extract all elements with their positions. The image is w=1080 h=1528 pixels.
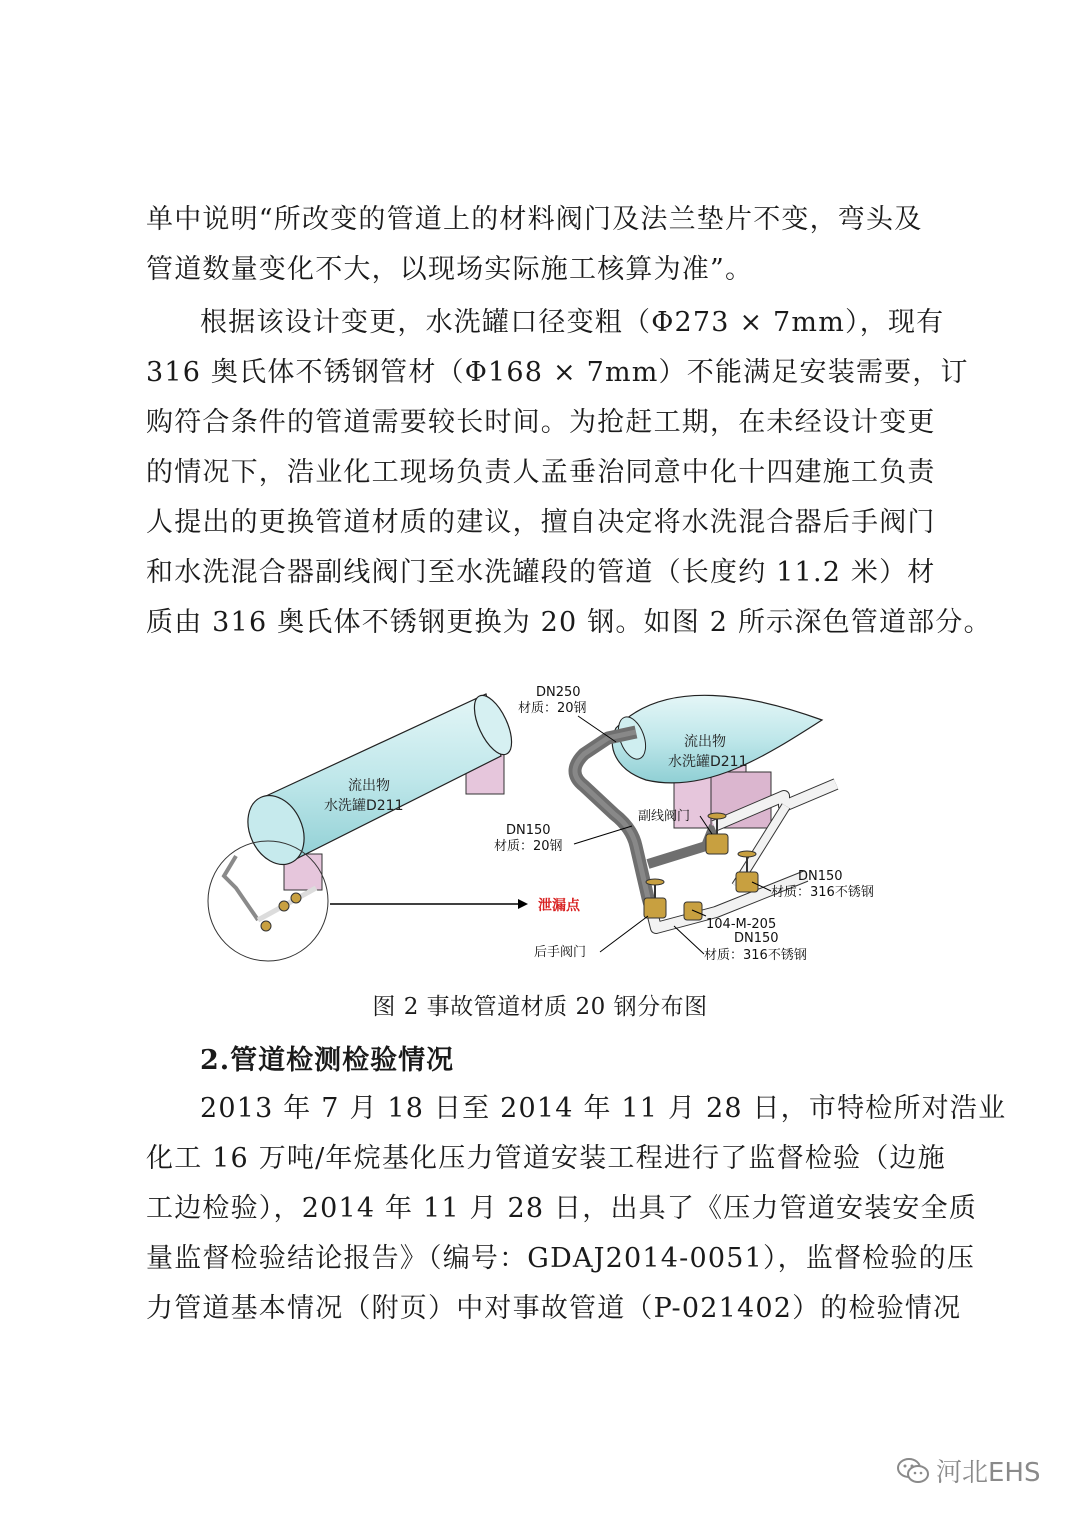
dn150-bottom-label: DN150 [734, 931, 779, 946]
text-line: 质由 316 奥氏体不锈钢更换为 20 钢。如图 2 所示深色管道部分。 [146, 607, 992, 638]
paragraph-continued [146, 195, 946, 295]
text-line: 的情况下，浩业化工现场负责人孟垂治同意中化十四建施工负责 [146, 457, 936, 488]
section-heading: 2.管道检测检验情况 [200, 1045, 455, 1076]
left-tank-label-2: 水洗罐D211 [324, 798, 404, 814]
paragraph-inspection [146, 1084, 1007, 1334]
watermark [896, 1452, 1040, 1489]
text-line: 管道数量变化不大，以现场实际施工核算为准”。 [146, 254, 754, 285]
bypass-valve-label: 副线阀门 [638, 809, 691, 824]
pipeline-diagram [196, 676, 896, 976]
rear-hand-valve-label: 后手阀门 [534, 945, 587, 960]
text-line: 人提出的更换管道材质的建议，擅自决定将水洗混合器后手阀门 [146, 507, 936, 538]
text-line: 量监督检验结论报告》（编号：GDAJ2014-0051），监督检验的压 [146, 1243, 976, 1274]
paragraph-design-change [146, 298, 992, 648]
text-line: 购符合条件的管道需要较长时间。为抢赶工期，在未经设计变更 [146, 407, 936, 438]
text-line: 力管道基本情况（附页）中对事故管道（P-021402）的检验情况 [146, 1293, 962, 1324]
left-tank-label-1: 流出物 [348, 778, 390, 794]
dn150-left-material-label: 材质：20钢 [494, 839, 563, 854]
line-number-label: 104-M-205 [706, 917, 777, 932]
watermark-text: 河北EHS [936, 1458, 1041, 1488]
leak-point-label: 泄漏点 [538, 898, 580, 914]
text-line: 316 奥氏体不锈钢管材（Φ168 × 7mm）不能满足安装需要，订 [146, 357, 969, 388]
pipeline-diagram-figure [196, 676, 896, 976]
dn150-right-material-label: 材质：316不锈钢 [771, 885, 874, 900]
dn150-right-label: DN150 [798, 869, 843, 884]
dn250-material-label: 材质：20钢 [518, 701, 587, 716]
dn150-left-label: DN150 [506, 823, 551, 838]
text-line: 单中说明“所改变的管道上的材料阀门及法兰垫片不变，弯头及 [146, 204, 923, 235]
left-tank [237, 690, 519, 890]
right-tank-label-2: 水洗罐D211 [668, 754, 748, 770]
dn250-label: DN250 [536, 685, 581, 700]
text-line: 2013 年 7 月 18 日至 2014 年 11 月 28 日，市特检所对浩业 [200, 1093, 1007, 1124]
wechat-icon [896, 1457, 930, 1485]
valve-icon [684, 902, 702, 920]
steel20-pipe-bypass [648, 826, 714, 864]
figure-caption: 图 2 事故管道材质 20 钢分布图 [372, 994, 708, 1020]
right-tank-label-1: 流出物 [684, 734, 726, 750]
dn150-bottom-material-label: 材质：316不锈钢 [704, 948, 807, 963]
text-line: 根据该设计变更，水洗罐口径变粗（Φ273 × 7mm），现有 [200, 307, 945, 338]
text-line: 和水洗混合器副线阀门至水洗罐段的管道（长度约 11.2 米）材 [146, 557, 936, 588]
text-line: 工边检验），2014 年 11 月 28 日，出具了《压力管道安装安全质 [146, 1193, 978, 1224]
text-line: 化工 16 万吨/年烷基化压力管道安装工程进行了监督检验（边施 [146, 1143, 946, 1174]
